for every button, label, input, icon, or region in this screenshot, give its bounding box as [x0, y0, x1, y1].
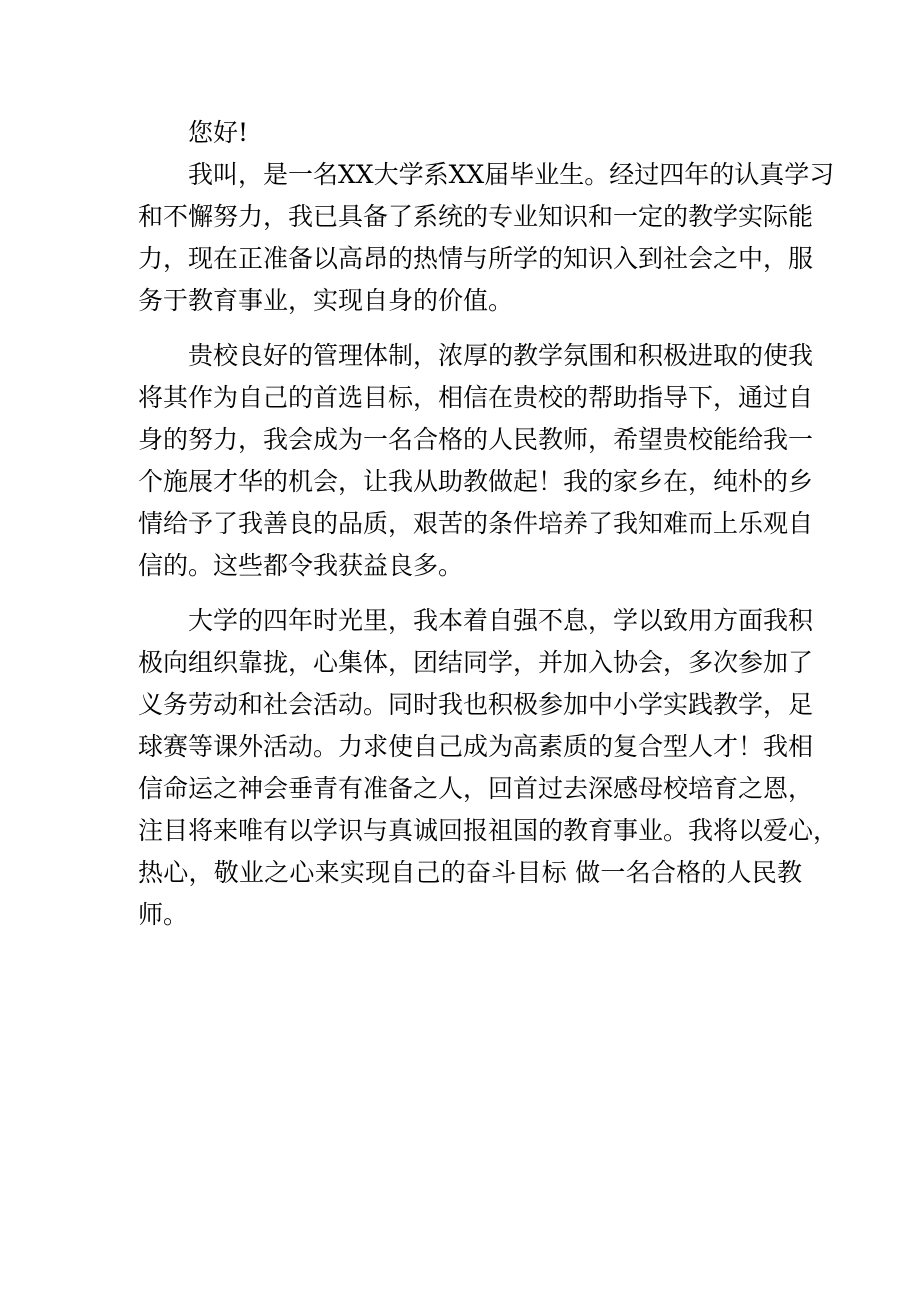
paragraph-line: 贵校良好的管理体制，浓厚的教学氛围和积极进取的使我	[188, 341, 814, 370]
paragraph-gap	[138, 587, 802, 600]
paragraph-gap	[138, 322, 802, 335]
paragraph-line: 义务劳动和社会活动。同时我也积极参加中小学实践教学，足	[138, 690, 814, 719]
greeting: 您好!	[188, 118, 249, 147]
paragraph-line: 力，现在正准备以高昂的热情与所学的知识入到社会之中，服	[138, 244, 814, 273]
paragraph-line: 务于教育事业，实现自身的价值。	[138, 286, 514, 315]
paragraph-line: 我叫，是一名XX大学系XX届毕业生。经过四年的认真学习	[188, 160, 835, 189]
paragraph-line: 大学的四年时光里，我本着自强不息，学以致用方面我积	[188, 606, 814, 635]
paragraph-line: 师。	[138, 900, 189, 929]
paragraph-line: 极向组织靠拢，心集体，团结同学，并加入协会，多次参加了	[138, 648, 814, 677]
paragraph-line: 球赛等课外活动。力求使自己成为高素质的复合型人才！我相	[138, 732, 814, 761]
paragraph-line: 热心，敬业之心来实现自己的奋斗目标 做一名合格的人民教	[138, 858, 802, 887]
paragraph-line: 信的。这些都令我获益良多。	[138, 551, 464, 580]
paragraph-line: 注目将来唯有以学识与真诚回报祖国的教育事业。我将以爱心，	[138, 816, 839, 845]
paragraph-line: 身的努力，我会成为一名合格的人民教师，希望贵校能给我一	[138, 425, 814, 454]
paragraph-1	[138, 154, 835, 322]
paragraph-line: 信命运之神会垂青有准备之人，回首过去深感母校培育之恩，	[138, 774, 814, 803]
paragraph-line: 将其作为自己的首选目标，相信在贵校的帮助指导下，通过自	[138, 383, 814, 412]
paragraph-2	[138, 335, 814, 587]
paragraph-line: 情给予了我善良的品质，艰苦的条件培养了我知难而上乐观自	[138, 509, 814, 538]
paragraph-line: 和不懈努力，我已具备了系统的专业知识和一定的教学实际能	[138, 202, 814, 231]
letter-body	[138, 112, 839, 936]
paragraph-line: 个施展才华的机会，让我从助教做起！我的家乡在，纯朴的乡	[138, 467, 814, 496]
paragraph-3	[138, 600, 839, 936]
